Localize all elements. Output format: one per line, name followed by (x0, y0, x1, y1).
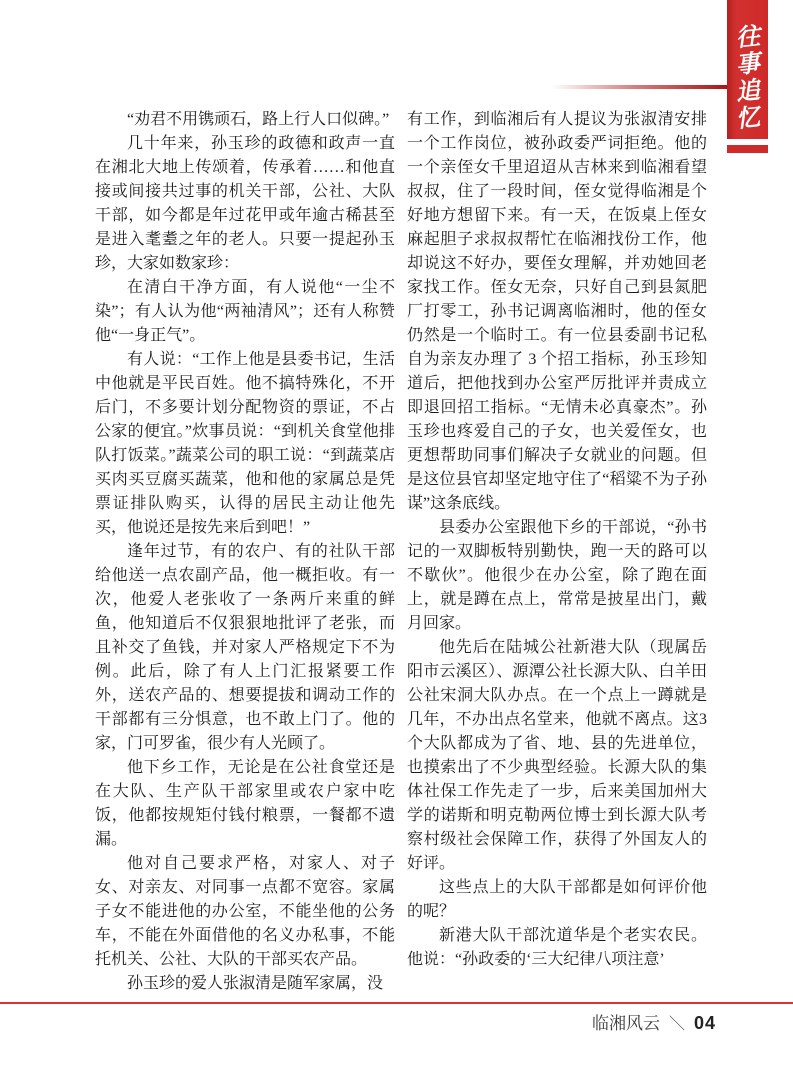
journal-title: 临湘风云 (592, 1014, 660, 1033)
paragraph: 他先后在陆城公社新港大队（现属岳阳市云溪区）、源潭公社长源大队、白羊田公社宋洞大队办点。在一个点上一蹲就是几年，不办出点名堂来，他就不离点。这3个大队都成为了省、地、县的先进单位，也摸索出了不少典型经验。长源大队的集体社保工作先走了一步，后来美国加州大学的诺斯和明克勒两位博士到长源大队考察村级社会保障工作，获得了外国友人的好评。 (407, 639, 707, 872)
article-column-left (95, 108, 395, 996)
banner-title-char-3: 追 (734, 77, 761, 107)
paragraph: 孙玉珍的爱人张淑清是随军家属，没 (127, 975, 384, 992)
paragraph: 新港大队干部沈道华是个老实农民。他说：“孙政委的‘三大纪律八项注意’ (407, 927, 707, 968)
section-banner (727, 0, 768, 139)
paragraph: 他下乡工作，无论是在公社食堂还是在大队、生产队干部家里或农户家中吃饭，他都按规矩付钱付粮票，一餐都不遗漏。 (95, 759, 395, 848)
paragraph-continuation: 有工作，到临湘后有人提议为张淑清安排一个工作岗位，被孙政委严词拒绝。他的一个亲侄女千里迢迢从吉林来到临湘看望叔叔，住了一段时间，侄女觉得临湘是个好地方想留下来。有一天，在饭桌上侄女麻起胆子求叔叔帮忙在临湘找份工作，他却说这不好办，要侄女理解，并劝她回老家找工作。侄女无奈，只好自己到县氮肥厂打零工，孙书记调离临湘时，他的侄女仍然是一个临时工。有一位县委副书记私自为亲友办理了 3 个招工指标，孙玉珍知道后，把他找到办公室严厉批评并责成立即退回招工指标。“无情未必真豪杰”。孙玉珍也疼爱自己的子女，也关爱侄女，也更想帮助同事们解决子女就业的问题。但是这位县官却坚定地守住了“稻粱不为子孙谋”这条底线。 (407, 111, 707, 512)
banner-accent-line (552, 85, 727, 89)
banner-title-char-2: 事 (734, 50, 761, 80)
paragraph: 他对自己要求严格，对家人、对子女、对亲友、对同事一点都不宽容。家属子女不能进他的办公室，不能坐他的公务车，不能在外面借他的名义办私事，不能托机关、公社、大队的干部买农产品。 (95, 855, 395, 968)
footer-separator: ＼ (669, 1016, 686, 1033)
banner-title-char-1: 往 (734, 23, 761, 53)
footer-rule (0, 1002, 793, 1004)
banner-title-char-4: 忆 (734, 104, 761, 134)
page-footer (592, 1009, 716, 1034)
article-body (95, 108, 707, 996)
paragraph: 逢年过节，有的农户、有的社队干部给他送一点农副产品，他一概拒收。有一次，他爱人老张收了一条两斤来重的鲜鱼，他知道后不仅狠狠地批评了老张，而且补交了鱼钱，并对家人严格规定下不为例。此后，除了有人上门汇报紧要工作外，送农产品的、想要提拔和调动工作的干部都有三分惧意，也不敢上门了。他的家，门可罗雀，很少有人光顾了。 (95, 543, 395, 752)
paragraph: 县委办公室跟他下乡的干部说，“孙书记的一双脚板特别勤快，跑一天的路可以不歇伙”。他很少在办公室，除了跑在面上，就是蹲在点上，常常是披星出门，戴月回家。 (407, 519, 707, 632)
paragraph: 这些点上的大队干部都是如何评价他的呢？ (407, 879, 707, 920)
paragraph: 在清白干净方面，有人说他“一尘不染”；有人认为他“两袖清风”；还有人称赞他“一身正气”。 (95, 279, 395, 344)
article-column-right (407, 108, 707, 996)
paragraph-epigraph: “劝君不用镌顽石，路上行人口似碑。” (127, 111, 390, 128)
paragraph: 几十年来，孙玉珍的政德和政声一直在湘北大地上传颂着，传承着……和他直接或间接共过事的机关干部，公社、大队干部，如今都是年过花甲或年逾古稀甚至是进入耄耋之年的老人。只要一提起孙玉珍，大家如数家珍： (95, 135, 395, 272)
banner-underline (727, 145, 768, 153)
paragraph: 有人说：“工作上他是县委书记，生活中他就是平民百姓。他不搞特殊化，不开后门，不多要计划分配物资的票证，不占公家的便宜。”炊事员说：“到机关食堂他排队打饭菜。”蔬菜公司的职工说：“到蔬菜店买肉买豆腐买蔬菜，他和他的家属总是凭票证排队购买，认得的居民主动让他先买，他说还是按先来后到吧！” (95, 351, 395, 536)
page-number: 04 (694, 1013, 717, 1033)
